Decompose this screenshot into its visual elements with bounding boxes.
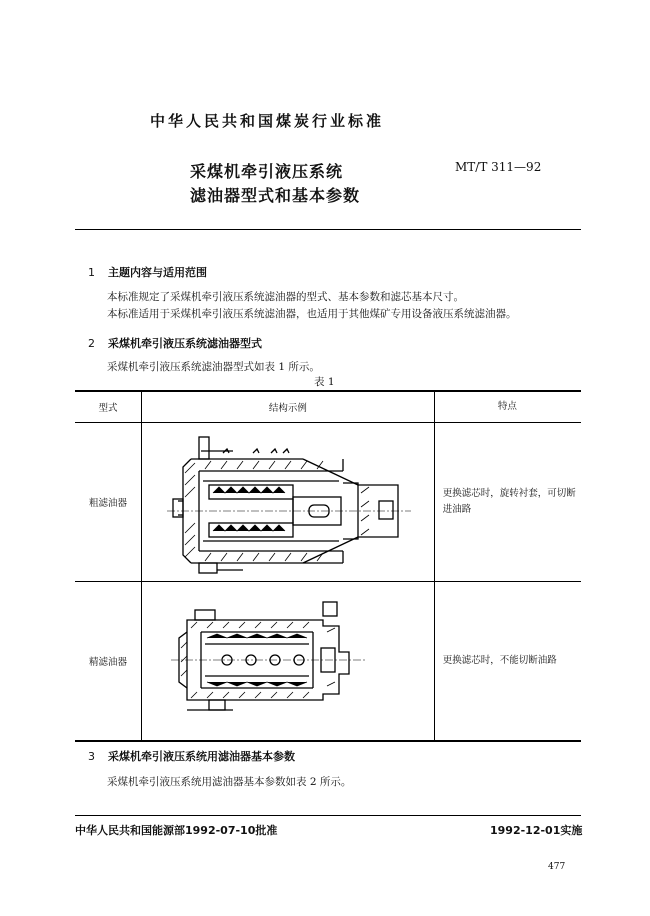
table-row (75, 582, 581, 742)
section-number: 3 (88, 750, 95, 763)
section-2-paragraph-1: 采煤机牵引液压系统滤油器型式如表 1 所示。 (107, 361, 320, 373)
header-rule (75, 229, 581, 230)
section-title: 采煤机牵引液压系统滤油器型式 (108, 337, 262, 350)
title-line-1: 采煤机牵引液压系统 (190, 162, 344, 181)
page-number: 477 (548, 862, 566, 872)
approval-text: 中华人民共和国能源部1992-07-10批准 (75, 824, 278, 837)
section-2-heading (88, 335, 262, 351)
section-3-paragraph-1: 采煤机牵引液压系统用滤油器基本参数如表 2 所示。 (107, 776, 352, 788)
section-3-heading (88, 748, 295, 764)
document-title (190, 160, 360, 208)
feature-line-1: 更换滤芯时，不能切断油路 (442, 655, 557, 666)
row-type: 粗滤油器 (75, 423, 141, 582)
implementation-date: 1992-12-01实施 (490, 824, 583, 837)
section-1-heading (88, 264, 207, 280)
section-title: 主题内容与适用范围 (108, 266, 207, 279)
footer-rule (75, 815, 581, 816)
row-feature (434, 423, 581, 582)
section-number: 1 (88, 266, 95, 279)
feature-line-1: 更换滤芯时，旋转衬套，可切断 (442, 488, 576, 499)
standard-code: MT/T 311—92 (455, 160, 542, 174)
title-line-2: 滤油器型式和基本参数 (190, 186, 361, 205)
fine-filter-drawing (143, 582, 433, 737)
table-1-caption: 表 1 (314, 376, 335, 388)
row-figure (141, 582, 434, 742)
table-1 (75, 390, 581, 742)
header-type: 型式 (75, 391, 141, 423)
section-number: 2 (88, 337, 95, 350)
table-row (75, 423, 581, 582)
table-header-row (75, 391, 581, 423)
header-feature: 特点 (434, 391, 581, 423)
row-figure (141, 423, 434, 582)
organization-header: 中华人民共和国煤炭行业标准 (150, 112, 385, 130)
feature-line-2: 进油路 (442, 504, 472, 515)
section-1-paragraph-2: 本标准适用于采煤机牵引液压系统滤油器，也适用于其他煤矿专用设备液压系统滤油器。 (107, 308, 517, 320)
row-feature (434, 582, 581, 742)
header-structure: 结构示例 (141, 391, 434, 423)
coarse-filter-drawing (143, 423, 433, 578)
section-title: 采煤机牵引液压系统用滤油器基本参数 (108, 750, 295, 763)
section-1-paragraph-1: 本标准规定了采煤机牵引液压系统滤油器的型式、基本参数和滤芯基本尺寸。 (107, 291, 464, 303)
row-type: 精滤油器 (75, 582, 141, 742)
